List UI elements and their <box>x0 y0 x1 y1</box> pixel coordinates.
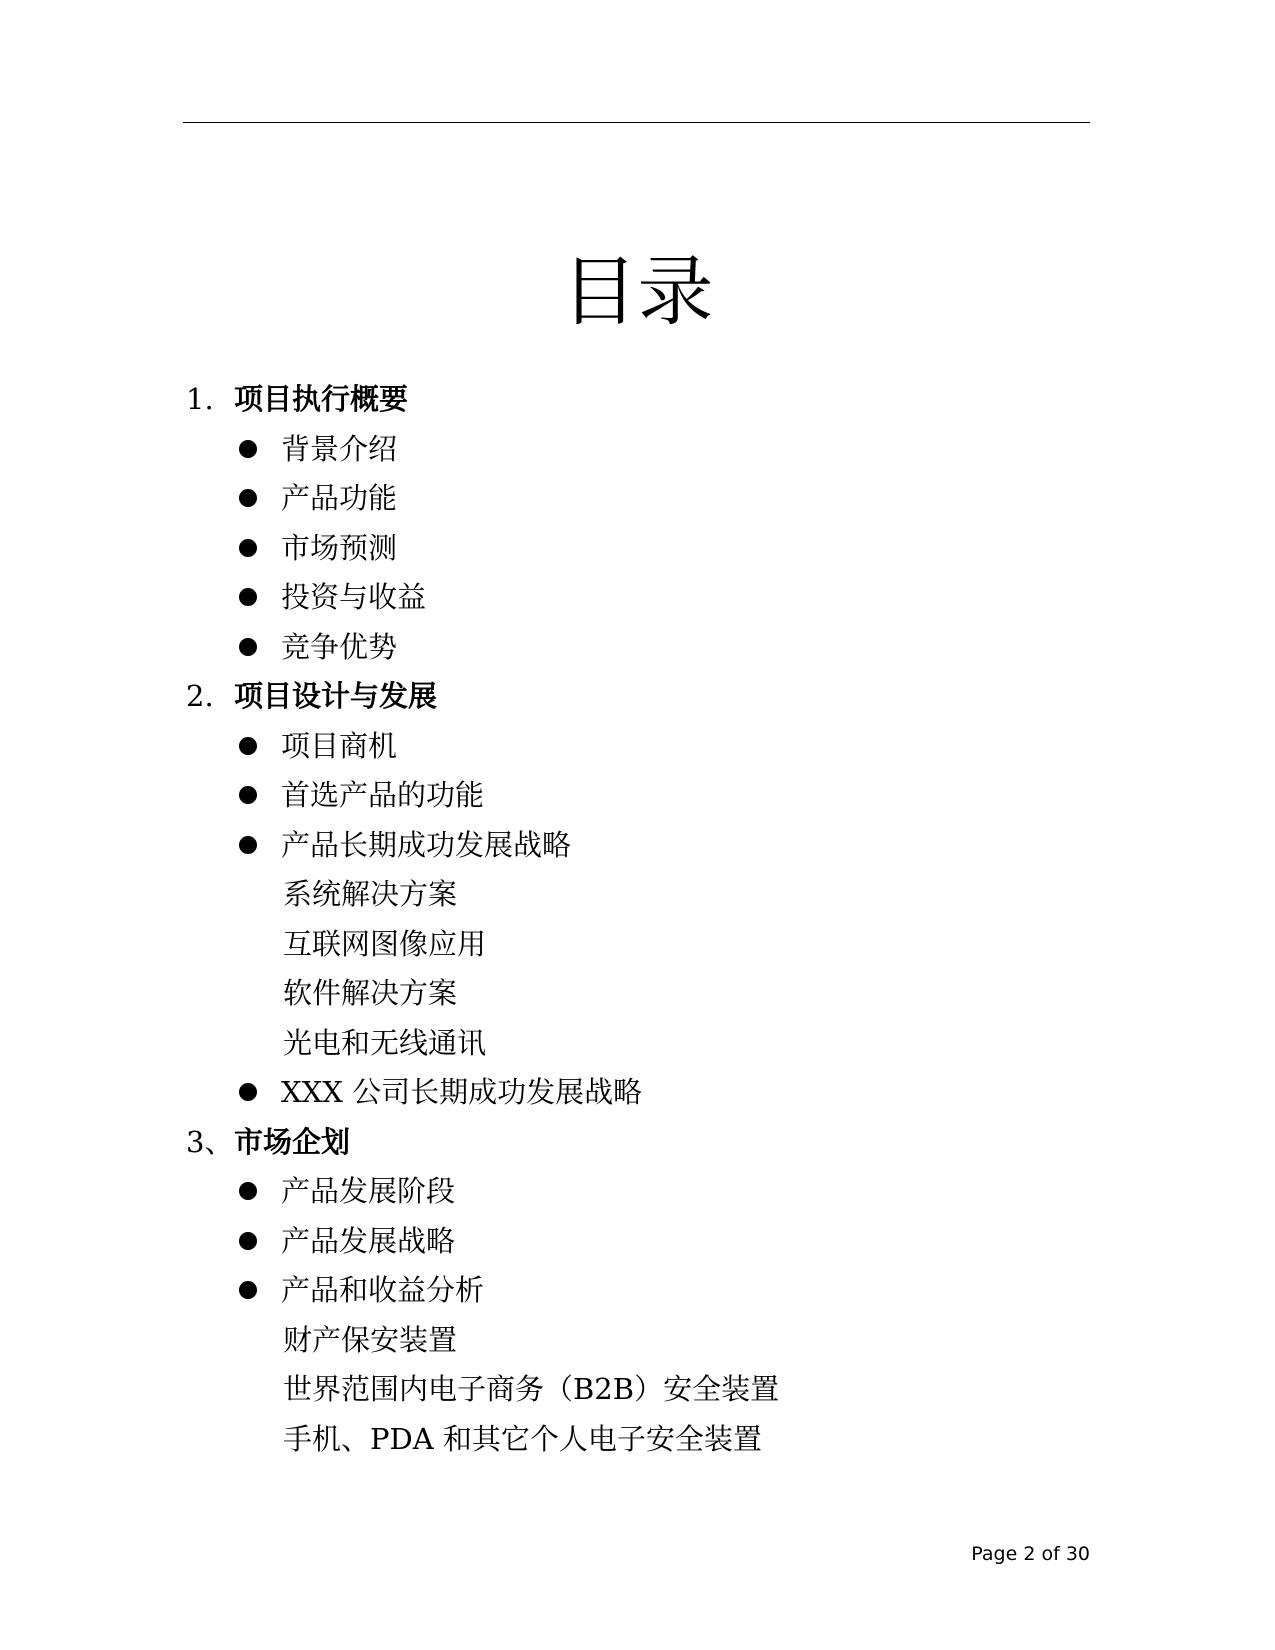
bullet-item-label: 背景介绍 <box>281 431 398 466</box>
sub-item-label: 手机、PDA 和其它个人电子安全装置 <box>283 1421 762 1456</box>
section-number: 2. <box>186 679 214 713</box>
bullet-dot-icon <box>239 836 257 854</box>
bullet-dot-icon <box>239 638 257 656</box>
sub-item-label: 互联网图像应用 <box>283 926 487 961</box>
bullet-item-label: 项目商机 <box>281 728 398 763</box>
bullet-dot-icon <box>239 588 257 606</box>
section-label: 项目设计与发展 <box>234 679 438 713</box>
bullet-dot-icon <box>239 1083 257 1101</box>
toc-title: 目录 <box>561 247 714 336</box>
bullet-dot-icon <box>239 539 257 557</box>
header-rule <box>183 122 1090 123</box>
bullet-item-label: 产品功能 <box>281 481 398 515</box>
section-label: 市场企划 <box>234 1124 351 1159</box>
sub-item-label: 世界范围内电子商务（B2B）安全装置 <box>283 1372 780 1406</box>
bullet-dot-icon <box>239 737 257 755</box>
sub-item-label: 软件解决方案 <box>283 976 458 1010</box>
bullet-dot-icon <box>239 1182 257 1200</box>
bullet-dot-icon <box>239 1281 257 1299</box>
section-number: 1. <box>186 382 214 416</box>
sub-item-label: 财产保安装置 <box>283 1322 458 1357</box>
page-number: Page 2 of 30 <box>971 1543 1090 1565</box>
bullet-dot-icon <box>239 786 257 804</box>
bullet-item-label: 产品发展战略 <box>281 1223 456 1258</box>
bullet-item-label: 竞争优势 <box>281 629 398 664</box>
bullet-dot-icon <box>239 489 257 507</box>
sub-item-label: 系统解决方案 <box>283 877 458 911</box>
bullet-item-label: 产品长期成功发展战略 <box>281 827 572 862</box>
section-label: 项目执行概要 <box>234 382 409 416</box>
bullet-item-label: 首选产品的功能 <box>281 778 485 812</box>
bullet-dot-icon <box>239 440 257 458</box>
bullet-item-label: 投资与收益 <box>281 580 427 614</box>
bullet-item-label: XXX 公司长期成功发展战略 <box>281 1075 643 1109</box>
bullet-dot-icon <box>239 1232 257 1250</box>
bullet-item-label: 市场预测 <box>281 530 398 565</box>
bullet-item-label: 产品发展阶段 <box>281 1174 456 1208</box>
section-number: 3、 <box>186 1124 234 1159</box>
sub-item-label: 光电和无线通讯 <box>283 1025 487 1060</box>
bullet-item-label: 产品和收益分析 <box>281 1273 485 1307</box>
